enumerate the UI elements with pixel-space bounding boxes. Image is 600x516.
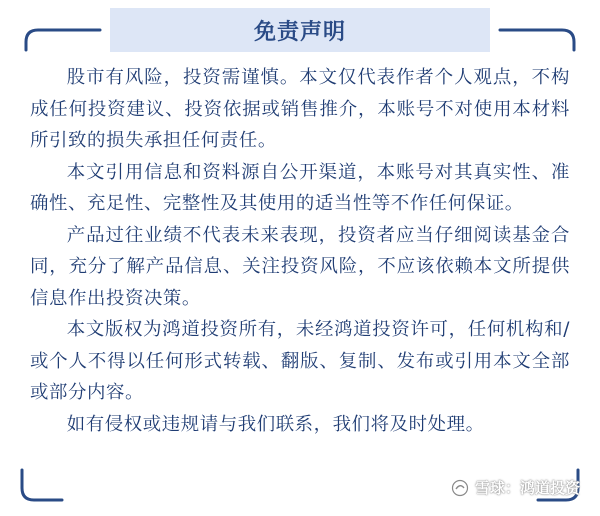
title-banner (110, 8, 490, 52)
paragraph-copyright: 本文版权为鸿道投资所有，未经鸿道投资许可，任何机构和/或个人不得以任何形式转载、翻版、复制、发布或引用本文全部或部分内容。 (30, 319, 570, 403)
paragraph-risk: 股市有风险，投资需谨慎。本文仅代表作者个人观点，不构成任何投资建议、投资依据或销售推介，本账号不对使用本材料所引致的损失承担任何责任。 (30, 67, 570, 151)
paragraph-contact: 如有侵权或违规请与我们联系，我们将及时处理。 (66, 413, 485, 435)
page-title: 免责声明 (253, 19, 346, 45)
paragraph-performance: 产品过往业绩不代表未来表现，投资者应当仔细阅读基金合同，充分了解产品信息、关注投资风险，不应该依赖本文所提供信息作出投资决策。 (30, 224, 570, 309)
paragraph-sources: 本文引用信息和资料源自公开渠道，本账号对其真实性、准确性、充足性、完整性及其使用的适当性等不作任何保证。 (30, 161, 570, 214)
watermark (451, 477, 580, 498)
watermark-text: 雪球：鸿道投资 (474, 479, 580, 497)
disclaimer-body (30, 62, 570, 440)
snowball-logo-icon (451, 479, 469, 497)
